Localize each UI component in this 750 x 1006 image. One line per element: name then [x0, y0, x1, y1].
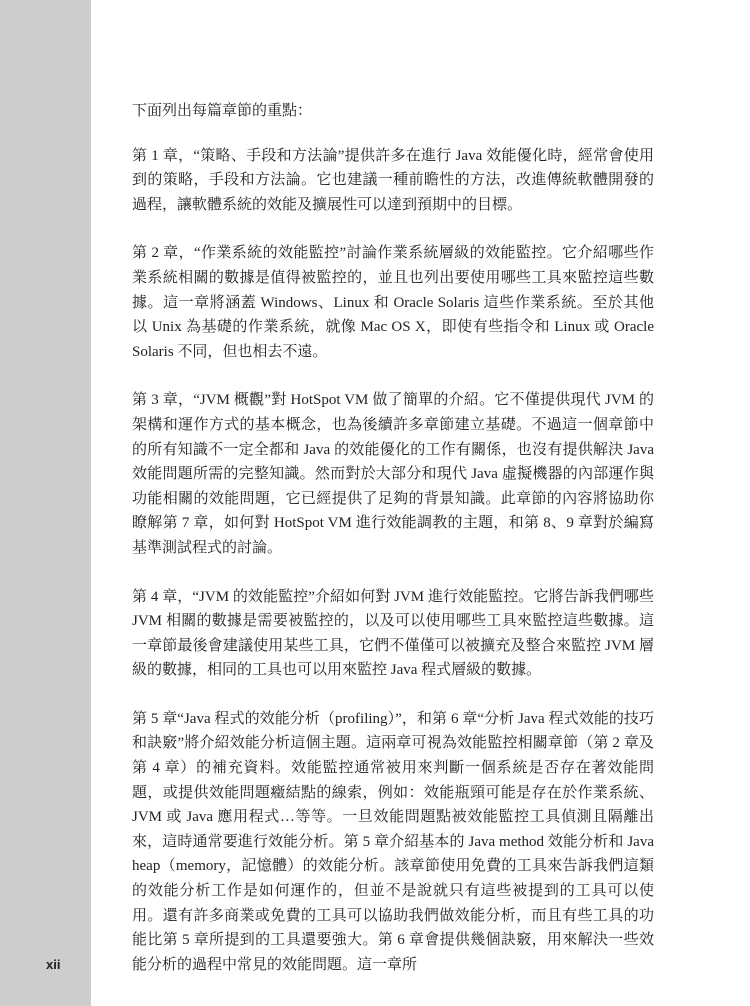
chapter-3-paragraph: 第 3 章，“JVM 概觀”對 HotSpot VM 做了簡單的介紹。它不僅提供現代 JVM 的架構和運作方式的基本概念，也為後續許多章節建立基礎。不過這一個章節中的所有知識不一定全都和 Java 的效能優化的工作有關係，也沒有提供解決 Java 效能問題所需的完整知識。然而對於大部分和現代 Java 虛擬機器的內部運作與功能相關的效能問題，它已經提供了足夠的背景知識。此章節的內容將協助你瞭解第 7 章，如何對 HotSpot VM 進行效能調教的主題，和第 8、9 章對於編寫基準測試程式的討論。 — [132, 392, 654, 556]
chapter-2-paragraph: 第 2 章，“作業系統的效能監控”討論作業系統層級的效能監控。它介紹哪些作業系統相關的數據是值得被監控的，並且也列出要使用哪些工具來監控這些數據。這一章將涵蓋 Windows、Linux 和 Oracle Solaris 這些作業系統。至於其他以 Unix 為基礎的作業系統，就像 Mac OS X，即使有些指令和 Linux 或 Oracle Solaris 不同，但也相去不遠。 — [132, 245, 654, 360]
page-side-band — [0, 0, 91, 1006]
chapter-1-paragraph: 第 1 章，“策略、手段和方法論”提供許多在進行 Java 效能優化時，經常會使用到的策略，手段和方法論。它也建議一種前瞻性的方法，改進傳統軟體開發的過程，讓軟體系統的效能及擴展性可以達到預期中的目標。 — [132, 147, 654, 213]
intro-paragraph: 下面列出每篇章節的重點： — [132, 103, 313, 119]
body-text — [132, 99, 654, 1001]
chapter-5-6-paragraph: 第 5 章“Java 程式的效能分析（profiling）”，和第 6 章“分析 Java 程式效能的技巧和訣竅”將介紹效能分析這個主題。這兩章可視為效能監控相關章節（第 2 章及第 4 章）的補充資料。效能監控通常被用來判斷一個系統是否存在著效能問題，或提供效能問題癥結點的線索，例如：效能瓶頸可能是存在於作業系統、JVM 或 Java 應用程式…等等。一旦效能問題點被效能監控工具偵測且隔離出來，這時通常要進行效能分析。第 5 章介紹基本的 Java method 效能分析和 Java heap（memory，記憶體）的效能分析。該章節使用免費的工具來告訴我們這類的效能分析工作是如何運作的，但並不是說就只有這些被提到的工具可以使用。還有許多商業或免費的工具可以協助我們做效能分析，而且有些工具的功能比第 5 章所提到的工具還要強大。第 6 章會提供幾個訣竅，用來解決一些效能分析的過程中常見的效能問題。這一章所 — [132, 710, 654, 973]
chapter-4-paragraph: 第 4 章，“JVM 的效能監控”介紹如何對 JVM 進行效能監控。它將告訴我們哪些 JVM 相關的數據是需要被監控的，以及可以使用哪些工具來監控這些數據。這一章節最後會建議使用某些工具，它們不僅僅可以被擴充及整合來監控 JVM 層級的數據，相同的工具也可以用來監控 Java 程式層級的數據。 — [132, 588, 654, 679]
page-number: xii — [46, 957, 61, 972]
